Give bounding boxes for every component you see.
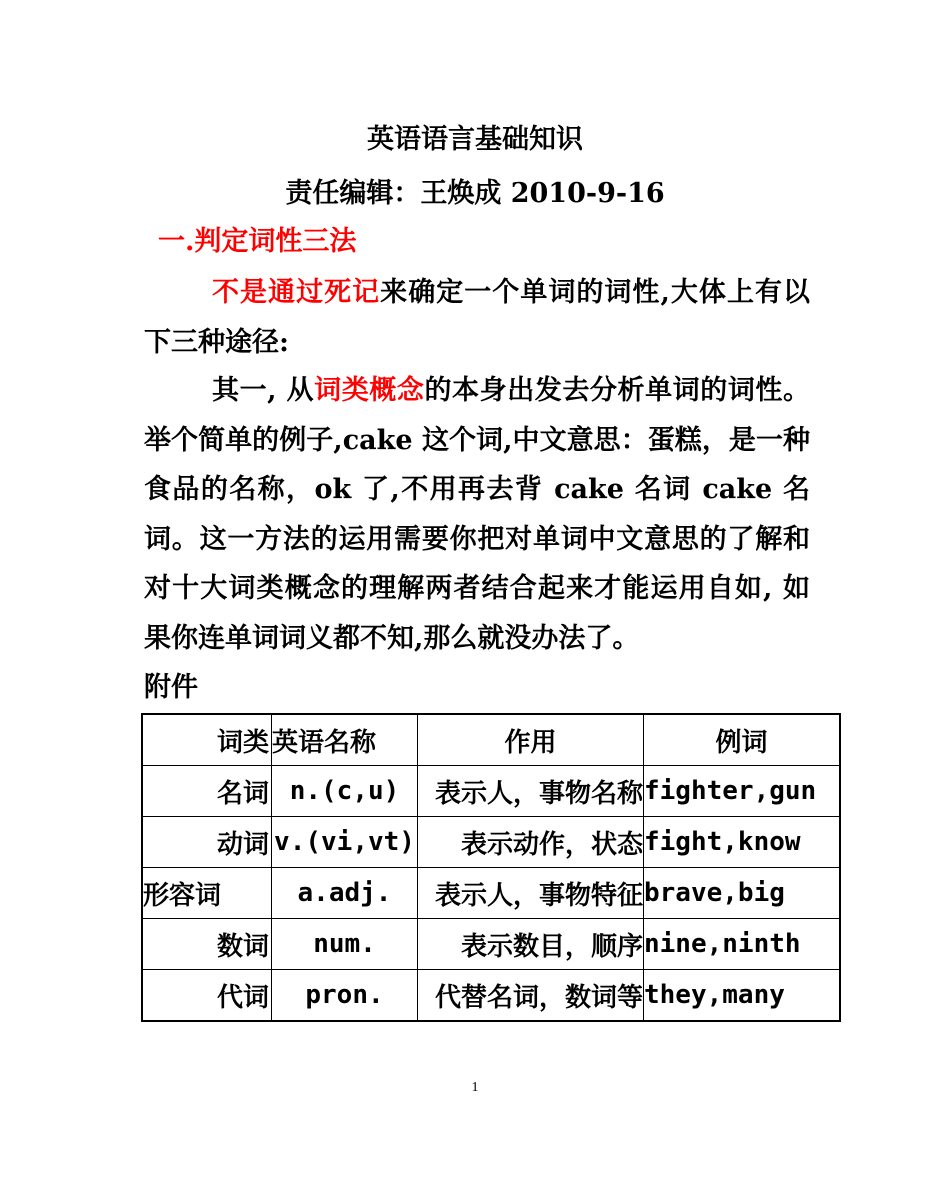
header-english: 英语名称 xyxy=(272,714,418,766)
cell-english: v.(vi,vt) xyxy=(272,817,418,868)
table-header-row xyxy=(142,714,840,766)
cell-function: 表示人，事物名称 xyxy=(418,766,644,817)
paragraph-1-text: 来确定一个单词的词性,大体上有以下三种途径: xyxy=(144,277,810,358)
table-row xyxy=(142,919,840,970)
header-pos: 词类 xyxy=(142,714,272,766)
cell-examples: nine,ninth xyxy=(644,919,841,970)
paragraph-1-highlight: 不是通过死记 xyxy=(212,277,381,308)
header-function: 作用 xyxy=(418,714,644,766)
paragraph-2-highlight: 词类概念 xyxy=(314,375,425,406)
editor-line: 责任编辑：王焕成 2010-9-16 xyxy=(285,178,665,209)
table-row xyxy=(142,766,840,817)
cell-english: a.adj. xyxy=(272,868,418,919)
cell-examples: fighter,gun xyxy=(644,766,841,817)
cell-pos: 代词 xyxy=(142,970,272,1022)
cell-function: 代替名词，数词等 xyxy=(418,970,644,1022)
paragraph-2-text: 的本身出发去分析单词的词性。举个简单的例子,cake 这个词,中文意思：蛋糕，是一种食品的名称，ok 了,不用再去背 cake 名词 cake 名词。这一方法的运用需要你把对单词中文意思的了解和对十大词类概念的理解两者结合起来才能运用自如, 如果你连单词词义都不知,那么就没办法了。 xyxy=(144,375,810,654)
cell-english: num. xyxy=(272,919,418,970)
page-number: 1 xyxy=(471,1080,479,1095)
paragraph-1 xyxy=(144,268,810,367)
cell-pos: 动词 xyxy=(142,817,272,868)
paragraph-2 xyxy=(144,366,810,664)
cell-function: 表示数目，顺序 xyxy=(418,919,644,970)
header-examples: 例词 xyxy=(644,714,841,766)
cell-function: 表示动作，状态 xyxy=(418,817,644,868)
attachment-label: 附件 xyxy=(144,672,198,703)
section-heading: 一.判定词性三法 xyxy=(158,226,357,257)
parts-of-speech-table xyxy=(141,713,841,1022)
cell-pos: 数词 xyxy=(142,919,272,970)
paragraph-2-lead: 其一, 从 xyxy=(212,375,315,406)
cell-english: pron. xyxy=(272,970,418,1022)
cell-examples: fight,know xyxy=(644,817,841,868)
table-row xyxy=(142,817,840,868)
cell-pos: 形容词 xyxy=(142,868,272,919)
cell-examples: they,many xyxy=(644,970,841,1022)
cell-function: 表示人，事物特征 xyxy=(418,868,644,919)
cell-english: n.(c,u) xyxy=(272,766,418,817)
cell-pos: 名词 xyxy=(142,766,272,817)
table-row xyxy=(142,970,840,1022)
cell-examples: brave,big xyxy=(644,868,841,919)
document-title: 英语语言基础知识 xyxy=(367,124,583,155)
table-row xyxy=(142,868,840,919)
